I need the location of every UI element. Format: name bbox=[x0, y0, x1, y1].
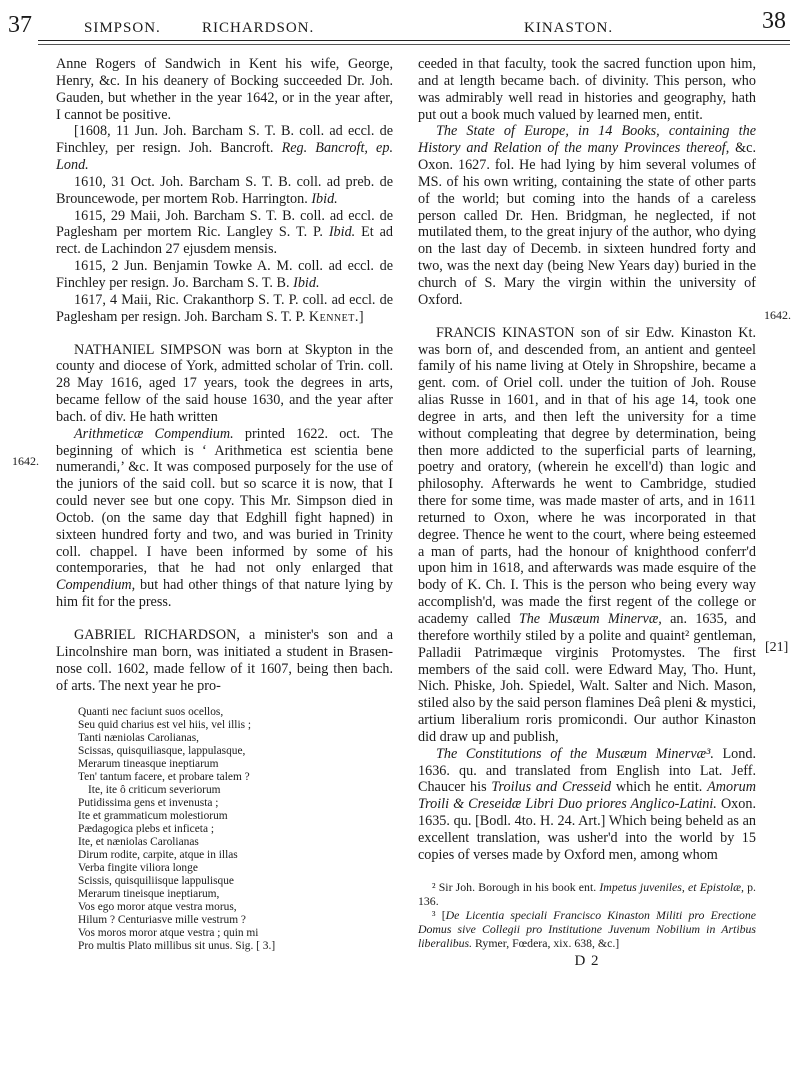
kinaston-works: The Constitutions of the Musæum Minervæ³. Lond. 1636. qu. and translated from English into Lat. Jeff. Chaucer his Troilus and Cresseid which he entit. Amorum Troili & Creseidæ Libri Duo priores Anglico-Latini. Oxon. 1635. qu. [Bodl. 4to. H. 24. Art.] Which being beheld as an excellent translation, was usher'd into the world by 15 copies of verses made by Oxford men, among whom bbox=[418, 745, 757, 863]
running-head-kinaston: KINASTON. bbox=[524, 20, 614, 36]
richardson-book: The State of Europe, in 14 Books, containing the History and Relation of the many Provinces thereof, &c. Oxon. 1627. fol. He had lying by him several volumes of MS. of his own writing, containing the state of other parts of the world; but coming into the hands of a careless person called Dr. Hen. Bridgman, he neglected, if not mutilated them, to the great injury of the author, who dying on the last day of Decemb. in sixteen hundred forty and two, was the next day (being New Years day) buried in the church of S. Mary the virgin within the university of Oxford. bbox=[418, 123, 757, 308]
page-number-left: 37 bbox=[8, 12, 32, 38]
running-head-simpson: SIMPSON. bbox=[84, 20, 161, 36]
margin-year-right: 1642. bbox=[764, 308, 791, 322]
page-number-right: 38 bbox=[762, 8, 786, 34]
richardson-entry: GABRIEL RICHARDSON, a minister's son and a Lincolnshire man born, was initiated a student in Brasen-nose coll. 1602, made fellow of it 1607, being then bach. of arts. The next year he pro- bbox=[56, 627, 394, 694]
footnote: ³ [De Licentia speciali Francisco Kinaston Militi pro Erectione Domus sive Collegii pro Institutione Juvenum Nobilium in Artibus liberalibus. Rymer, Fœdera, xix. 638, &c.] bbox=[418, 908, 756, 951]
entry-name: FRANCIS KINASTON bbox=[436, 324, 575, 341]
left-column bbox=[56, 56, 393, 953]
paragraph: 1615, 2 Jun. Benjamin Towke A. M. coll. ad eccl. de Finchley per resign. Jo. Barcham S. T. B. Ibid. bbox=[56, 258, 393, 291]
paragraph: ceeded in that faculty, took the sacred function upon him, and at length became bach. of divinity. This person, who was admirably well read in histories and geography, hath put out a book much valued by learned men, entit. bbox=[418, 56, 756, 123]
paragraph: 1617, 4 Maii, Ric. Crakanthorp S. T. P. coll. ad eccl. de Paglesham per resign. Joh. Barcham S. T. P. Kennet.] bbox=[56, 291, 393, 325]
entry-name: GABRIEL RICHARDSON, bbox=[74, 627, 240, 643]
latin-verse: Quanti nec faciunt suos ocellos, Seu quid charius est vel hiis, vel illis ; Tanti næniolas Carolianas, Scissas, quisquiliasque, lappulasque, Merarum tineasque ineptiarum Ten' tantum facere, et probare talem ? Ite, ite ô criticum severiorum Putidissima gens et invenusta ; Ite et grammaticum molestiorum Pædagogica plebs et inficeta ; Ite, et næniolas Carolianas Dirum rodite, carpite, atque in illas Verba fingite viliora longe Scissis, quisquiliisque lappulisque Merarum tineisque ineptiarum, Vos ego moror atque vestra morus, Hilum ? Centuriasve mille vestrum ? Vos moros moror atque vestra ; quin mi Pro multis Plato millibus sit unus. Sig. [ 3.] bbox=[78, 706, 276, 953]
running-head-richardson: RICHARDSON. bbox=[202, 20, 315, 36]
footnotes bbox=[418, 880, 756, 951]
right-column bbox=[418, 56, 756, 970]
footnote: ² Sir Joh. Borough in his book ent. Impetus juveniles, et Epistolæ, p. 136. bbox=[418, 879, 756, 908]
paragraph: [1608, 11 Jun. Joh. Barcham S. T. B. coll. ad eccl. de Finchley, per resign. Joh. Bancroft. Reg. Bancroft, ep. Lond. bbox=[56, 123, 393, 174]
simpson-book: Arithmeticæ Compendium. printed 1622. oct. The beginning of which is ‘ Arithmetica est scientia bene numerandi,’ &c. It was composed purposely for the use of the juniors of the said coll. but so scarce it is now, that I could never see but one copy. This Mr. Simpson died in Octob. (on the same day that Edghill fight hapned) in sixteen hundred forty and two, and was buried in Trinity coll. chappel. I have been informed by some of his contemporaries, that he had not only enlarged that Compendium, but had other things of that nature lying by him fit for the press. bbox=[56, 425, 394, 611]
simpson-entry: NATHANIEL SIMPSON was born at Skypton in the county and diocese of York, admitted scholar of Trin. coll. 28 May 1616, aged 17 years, took the degrees in arts, became fellow of the said house 1630, and the year after bach. of div. He hath written bbox=[56, 341, 394, 425]
paragraph: 1610, 31 Oct. Joh. Barcham S. T. B. coll. ad preb. de Brouncewode, per mortem Rob. Harrington. Ibid. bbox=[56, 173, 393, 207]
header-rule-thin bbox=[38, 44, 790, 45]
margin-year-left: 1642. bbox=[12, 454, 39, 468]
signature-mark: D 2 bbox=[574, 952, 600, 969]
header-rule bbox=[38, 40, 790, 41]
running-header bbox=[0, 6, 800, 38]
paragraph: 1615, 29 Maii, Joh. Barcham S. T. B. coll. ad eccl. de Paglesham per mortem Ric. Langley S. T. P. Ibid. Et ad rect. de Lachindon 27 ejusdem mensis. bbox=[56, 207, 394, 258]
kinaston-entry: FRANCIS KINASTON son of sir Edw. Kinaston Kt. was born of, and descended from, an antient and genteel family of his name living at Otely in Shropshire, became a gent. com. of Oriel coll. under the tuition of Joh. Rouse alias Russe in 1601, and in that of his age 14, took one degree in arts, and then left the university for a time without compleating that degree by determination, being then more addicted to the superficial parts of learning, poetry and oratory, (wherein he excell'd) than logic and philosophy. Afterwards he went to Cambridge, studied there for some time, was made master of arts, and in 1611 returned to Oxon, where he was incorporated in that degree. Thence he went to the court, where being esteemed a man of parts, had the honour of knighthood conferr'd upon him in 1618, and afterwards was made esquire of the body of K. Ch. I. This is the person who being every way accomplish'd, was made the first regent of the college or academy called The Musæum Minervæ, an. 1635, and therefore worthily stiled by a polite and quaint² gentleman, Palladii Patrimæque virginis Protomystes. The first members of the said coll. were Edward May, Tho. Hunt, Nich. Phiske, Joh. Spiedel, Walt. Salter and Nich. Mason, stiled also by the said person flamines Deâ pleni & mystici, artium liberalium roris promicondi. Our author Kinaston did draw up and publish, bbox=[418, 324, 757, 745]
margin-page-ref: [21] bbox=[765, 640, 789, 655]
paragraph: Anne Rogers of Sandwich in Kent his wife, George, Henry, &c. In his deanery of Bocking succeeded Dr. Joh. Gauden, but whether in the year 1642, or in the year after, I cannot be positive. bbox=[56, 56, 393, 123]
entry-name: NATHANIEL SIMPSON bbox=[74, 341, 222, 358]
